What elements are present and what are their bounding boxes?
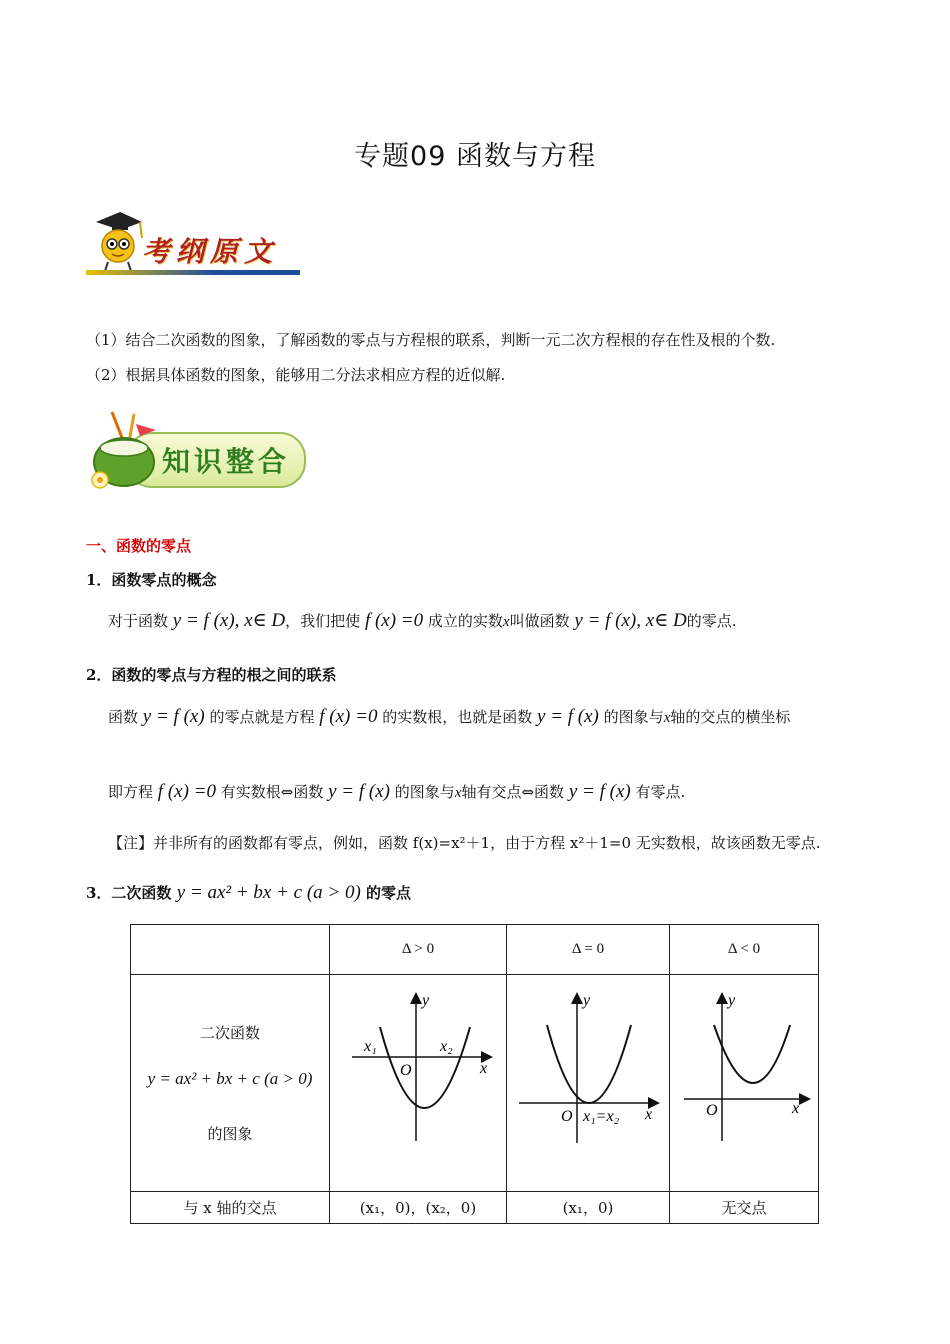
axis-y-label: y — [728, 992, 736, 1009]
root-x2-label: x₂ — [440, 1038, 453, 1055]
section-heading-zero-points: 一、函数的零点 — [86, 537, 192, 555]
rel2-math-2: y = f (x) — [328, 781, 390, 802]
heading-zero-concept: 1．函数零点的概念 — [86, 571, 217, 589]
table-header-delta-pos: Δ > 0 — [330, 925, 507, 975]
quadratic-zeros-table — [130, 924, 819, 1224]
axis-x-label: x — [645, 1106, 653, 1123]
intersection-delta-neg: 无交点 — [670, 1192, 819, 1224]
quad-heading-post: 的零点 — [366, 884, 412, 902]
table-header-row — [131, 925, 819, 975]
knowledge-badge — [86, 408, 302, 494]
origin-label: O — [561, 1108, 573, 1125]
rel1-math-4: x — [663, 710, 671, 726]
double-root-label: x₁=x₂ — [583, 1108, 620, 1125]
graph-cell-delta-neg — [670, 975, 819, 1192]
note-text: 并非所有的函数都有零点，例如，函数 f(x)=x²＋1，由于方程 x²＋1=0 无实数根，故该函数无零点. — [153, 834, 821, 852]
row-label-line-2: y = ax² + bx + c (a > 0) — [147, 1069, 313, 1088]
rel1-text-2: 的零点就是方程 — [209, 708, 315, 726]
rel2-text-2: 有实数根⇔函数 — [220, 783, 324, 801]
parabola-no-root-graph — [670, 975, 818, 1187]
def-math-4: y = f (x), x∈ D — [574, 610, 687, 631]
table-header-delta-zero: Δ = 0 — [507, 925, 670, 975]
zero-concept-definition — [108, 610, 737, 633]
syllabus-item-2: （2）根据具体函数的图象，能够用二分法求相应方程的近似解. — [86, 366, 506, 384]
rel1-text-3: 的实数根，也就是函数 — [382, 708, 533, 726]
note-line — [108, 832, 821, 854]
def-text-3: 成立的实数 — [427, 612, 503, 630]
axis-y-label: y — [422, 992, 430, 1009]
axis-y-label: y — [583, 992, 591, 1009]
rel2-text-4: 轴有交点⇔函数 — [461, 783, 565, 801]
intersection-delta-pos: (x₁，0)，(x₂，0) — [330, 1192, 507, 1224]
table-row-label — [131, 975, 330, 1192]
table-intersection-row — [131, 1192, 819, 1224]
heading-quadratic-zeros — [86, 882, 411, 904]
axis-x-label: x — [792, 1100, 800, 1117]
table-header-delta-neg: Δ < 0 — [670, 925, 819, 975]
syllabus-badge-text: 考纲原文 — [142, 235, 279, 268]
def-math-2: f (x) =0 — [364, 610, 424, 631]
graph-cell-delta-pos — [330, 975, 507, 1192]
rel1-text-4: 的图象与 — [603, 708, 664, 726]
def-text-2: ，我们把使 — [285, 612, 361, 630]
intersection-row-label: 与 x 轴的交点 — [131, 1192, 330, 1224]
rel2-text-1: 即方程 — [108, 783, 154, 801]
def-text-5: 的零点. — [686, 612, 737, 630]
rel2-math-4: y = f (x) — [568, 781, 631, 802]
quad-heading-pre: 3．二次函数 — [86, 884, 172, 902]
syllabus-item-1: （1）结合二次函数的图象，了解函数的零点与方程根的联系，判断一元二次方程根的存在性及根的个数. — [86, 331, 776, 349]
page-title: 专题09 函数与方程 — [354, 141, 596, 172]
relation-line-2 — [108, 781, 685, 804]
rel2-math-1: f (x) =0 — [157, 781, 216, 802]
syllabus-badge — [86, 208, 300, 278]
graduate-mascot-icon — [86, 208, 146, 278]
rel1-text-1: 函数 — [108, 708, 139, 726]
knowledge-badge-text: 知识整合 — [162, 445, 291, 478]
root-x1-label: x₁ — [364, 1038, 377, 1055]
coconut-drink-icon — [86, 408, 166, 494]
note-prefix: 【注】 — [108, 834, 154, 852]
quad-heading-math: y = ax² + bx + c (a > 0) — [176, 882, 361, 903]
rel1-math-3: y = f (x) — [537, 706, 599, 727]
row-label-line-3: 的图象 — [207, 1125, 253, 1143]
parabola-two-roots-graph — [330, 975, 506, 1187]
rel2-math-3: x — [454, 785, 462, 801]
badge-underline — [86, 270, 300, 275]
row-label-line-1: 二次函数 — [199, 1024, 260, 1042]
axis-x-label: x — [480, 1060, 488, 1077]
table-header-empty — [131, 925, 330, 975]
def-text-1: 对于函数 — [108, 612, 169, 630]
def-text-4: 叫做函数 — [509, 612, 570, 630]
def-math-3: x — [502, 614, 510, 630]
def-math-1: y = f (x), x∈ D — [172, 610, 286, 631]
origin-label: O — [400, 1062, 412, 1079]
rel1-math-1: y = f (x) — [142, 706, 205, 727]
graph-cell-delta-zero — [507, 975, 670, 1192]
relation-line-1 — [108, 706, 790, 729]
rel1-text-5: 轴的交点的横坐标 — [670, 708, 791, 726]
origin-label: O — [706, 1102, 718, 1119]
heading-zero-root-relation: 2．函数的零点与方程的根之间的联系 — [86, 666, 337, 684]
rel1-math-2: f (x) =0 — [319, 706, 378, 727]
rel2-text-5: 有零点. — [635, 783, 686, 801]
parabola-one-root-graph — [507, 975, 669, 1187]
intersection-delta-zero: (x₁，0) — [507, 1192, 670, 1224]
rel2-text-3: 的图象与 — [394, 783, 455, 801]
table-graph-row — [131, 975, 819, 1192]
